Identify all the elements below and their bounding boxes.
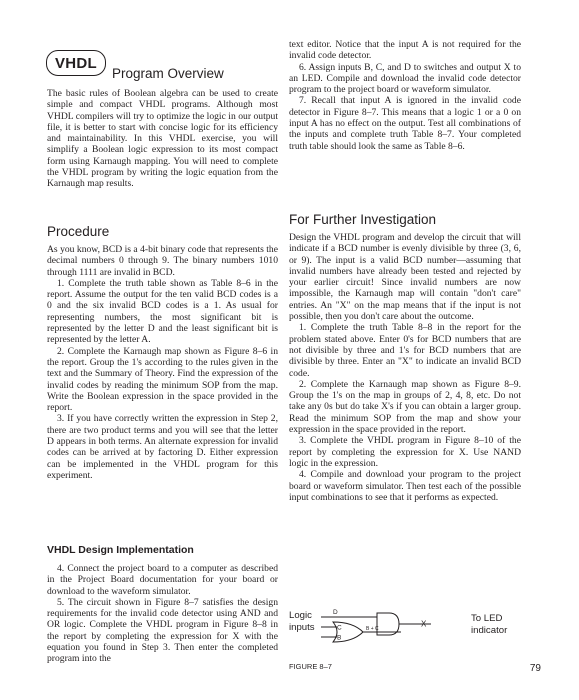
procedure-body	[47, 244, 278, 481]
further-step-3: 3. Complete the VHDL program in Figure 8–10 of the report by completing the expression for X. Use NAND logic in the expression.	[289, 435, 521, 469]
figure-8-7	[289, 604, 521, 674]
input-c-label: C	[337, 624, 342, 632]
design-step-5: 5. The circuit shown in Figure 8–7 satisfies the design requirements for the invalid code detector using AND and OR logic. Complete the VHDL program in Figure 8–8 in the report by completing the expression for X with the equation you found in Step 3. Then enter the completed program into the	[47, 596, 278, 665]
input-b-label: B	[337, 634, 342, 642]
procedure-step-3: 3. If you have correctly written the expression in Step 2, there are two product terms and you will see that the letter D appears in both terms. An alternate expression for invalid codes can be arrived at by factoring D. Either expression can be implemented in the VHDL program for this experiment.	[47, 413, 278, 481]
further-step-1: 1. Complete the truth Table 8–8 in the report for the problem stated above. Enter 0's for BCD numbers that are not divisible by three and 1's for BCD numbers that are divisible by three. Enter an "X" to indicate an invalid BCD code.	[289, 322, 521, 379]
design-body	[47, 563, 278, 665]
procedure-step-2: 2. Complete the Karnaugh map shown as Figure 8–6 in the report. Group the 1's according to the rules given in the text and the Summary of Theory. Find the expression of the invalid codes by reading the minimum SOP from the map. Write the Boolean expression in the space provided in the report.	[47, 345, 278, 414]
procedure-intro: As you know, BCD is a 4-bit binary code that represents the decimal numbers 0 through 9. The binary numbers 1010 through 1111 are invalid in BCD.	[47, 244, 278, 278]
procedure-heading: Procedure	[47, 224, 110, 239]
output-x-label: X	[421, 619, 427, 629]
further-intro: Design the VHDL program and develop the circuit that will indicate if a BCD number is evenly divisible by three (3, 6, or 9). The input is a valid BCD number—assuming that invalid numbers have already been tested and rejected by your earlier circuit! Since invalid numbers are now impossible, the Karnaugh map will contain "don't care" entries. An "X" on the map means that if the input is not possible, then you don't care about the outcome.	[289, 232, 521, 323]
or-gate-output-label: B + C	[366, 626, 379, 632]
further-step-2: 2. Complete the Karnaugh map shown as Figure 8–9. Group the 1's on the map in groups of 2, 4, 8, etc. Do not take any 0s but do take X's if you can obtain a larger group. Read the minimum SOP from the map and show your expression in the space provided in the report.	[289, 378, 521, 436]
further-investigation-body	[289, 232, 521, 503]
input-d-label: D	[333, 609, 338, 616]
design-step-5-continued: text editor. Notice that the input A is not required for the invalid code detector.	[289, 39, 521, 62]
procedure-step-1: 1. Complete the truth table shown as Table 8–6 in the report. Assume the output for the ten valid BCD codes is a 0 and the six invalid BCD codes is a 1. As usual for representing numbers, the most significant bit is represented by the letter D and the least significant bit is represented by the letter A.	[47, 277, 278, 346]
program-overview-heading: Program Overview	[112, 66, 224, 81]
vhdl-badge: VHDL	[46, 50, 106, 76]
output-led-label: To LED indicator	[471, 613, 508, 636]
page-number: 79	[529, 663, 541, 674]
design-step-4: 4. Connect the project board to a computer as described in the Project Board documentation for your board or download to the waveform simulator.	[47, 563, 278, 597]
design-step-6: 6. Assign inputs B, C, and D to switches and output X to an LED. Compile and download the invalid code detector program to the project board or waveform simulator.	[289, 61, 521, 96]
design-heading: VHDL Design Implementation	[47, 544, 194, 556]
further-step-4: 4. Compile and download your program to the project board or waveform simulator. Then test each of the possible input combinations to see that it performs as expected.	[289, 469, 521, 503]
figure-caption: FIGURE 8–7	[289, 662, 332, 671]
further-investigation-heading: For Further Investigation	[289, 212, 437, 227]
logic-circuit-diagram	[319, 604, 469, 652]
design-continued	[289, 39, 521, 152]
logic-inputs-label: Logic inputs	[289, 610, 315, 633]
overview-text: The basic rules of Boolean algebra can be used to create simple and compact VHDL programs. Although most VHDL compilers will try to optimize the logic in our output file, it is better to start with concise logic for its efficiency and maintainability. In this VHDL exercise, you will simplify a Boolean logic expression to its most compact form using Karnaugh mapping. You will need to complete the VHDL program by writing the logic equation from the Karnaugh map results.	[47, 88, 278, 190]
design-step-7: 7. Recall that input A is ignored in the invalid code detector in Figure 8–7. This means that a logic 1 or a 0 on input A has no effect on the output. Test all combinations of the inputs and complete truth Table 8–7. Your completed truth table should look the same as Table 8–6.	[289, 95, 521, 152]
